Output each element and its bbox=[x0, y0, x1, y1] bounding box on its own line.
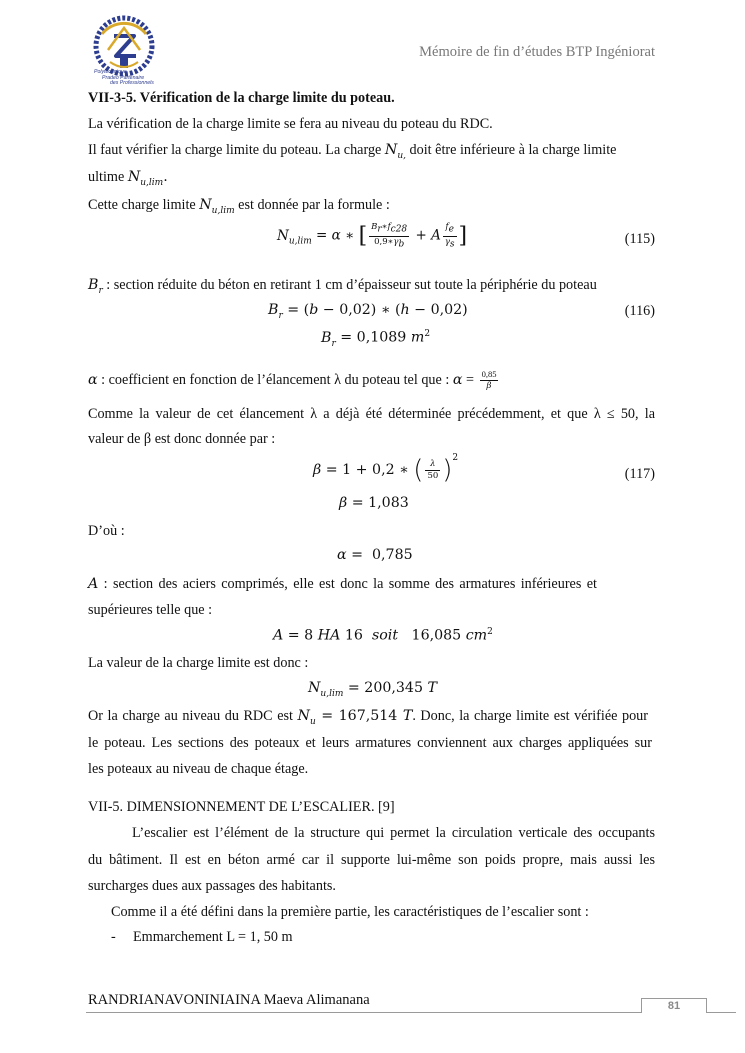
math-nulim: $N_{u,lim}$ bbox=[199, 197, 235, 216]
paragraph-8: Comme il a été défini dans la première partie, les caractéristiques de l’escalier sont : bbox=[111, 904, 589, 920]
footer-author: RANDRIANAVONINIAINA Maeva Alimanana bbox=[88, 992, 370, 1008]
equation-number-116: (116) bbox=[624, 303, 655, 319]
equation-number-115: (115) bbox=[624, 231, 655, 247]
bullet-dash: - bbox=[111, 929, 116, 945]
equation-117: β = 1 + 0,2 ∗ ( $\frac{\lambda}{50}$ )$^2$ bbox=[313, 453, 459, 485]
nu-value: 167,514 bbox=[338, 708, 398, 724]
section-2-title: VII-5. DIMENSIONNEMENT DE L’ESCALIER. [9] bbox=[88, 799, 395, 815]
paragraph-1: La vérification de la charge limite se fera au niveau du poteau du RDC. bbox=[88, 116, 493, 132]
text: . Donc, la charge limite est vérifiée pour bbox=[412, 708, 648, 724]
a-definition-line-2: supérieures telle que : bbox=[88, 602, 213, 618]
equation-br-value: $B_r = 0,1089$ $m^2$ bbox=[321, 329, 431, 349]
math-nu: $N_{u,}$ bbox=[384, 142, 406, 161]
header-logo bbox=[88, 14, 160, 86]
a-definition-line-1: A : section des aciers comprimés, elle est donc la somme des armatures inférieures et bbox=[88, 576, 597, 592]
math-nulim: $N_{u,lim}$ bbox=[127, 169, 164, 188]
paragraph-7-line-2: du bâtiment. Il est en béton armé car il supporte lui-même son poids propre, mais aussi les bbox=[88, 852, 655, 868]
footer-line bbox=[86, 1012, 736, 1013]
paragraph-4-line-2: valeur de β est donc donnée par : bbox=[88, 431, 276, 447]
paragraph-3 bbox=[88, 196, 390, 220]
paragraph-2-line-1 bbox=[88, 141, 616, 165]
text: : section réduite du béton en retirant 1 cm d’épaisseur sut toute la périphérie du poteau bbox=[102, 277, 597, 293]
a-bar-diameter: 16 bbox=[344, 627, 363, 644]
alpha-value: 0,785 bbox=[372, 547, 413, 563]
text: ultime bbox=[88, 169, 128, 185]
equation-116: $B_r = (b - 0,02)$ ∗ (h − 0,02) bbox=[268, 302, 468, 321]
br-definition: $B_r$ : section réduite du béton en retirant 1 cm d’épaisseur sut toute la périphérie du poteau bbox=[88, 277, 597, 296]
equation-a-value: A = 8 HA 16 soit 16,085 $cm^2$ bbox=[273, 627, 493, 644]
text: Il faut vérifier la charge limite du poteau. La charge bbox=[88, 142, 385, 158]
br-value: 0,1089 bbox=[356, 329, 407, 346]
text: Or la charge au niveau du RDC est bbox=[88, 708, 298, 724]
text: : section des aciers comprimés, elle est donc la somme des armatures inférieures et bbox=[98, 576, 597, 592]
text: : coefficient en fonction de l’élancement λ du poteau tel que : bbox=[97, 371, 453, 388]
paragraph-5: La valeur de la charge limite est donc : bbox=[88, 655, 309, 671]
paragraph-6-line-2: le poteau. Les sections des poteaux et leurs armatures conviennent aux charges appliquées sur bbox=[88, 735, 652, 751]
equation-115: $N_{u,lim} = \alpha$ ∗ [ $\frac{B_r∗f_{c28}}{0,9∗\gamma_b}$ + A $\frac{f_e}{\gamma_s}$ ] bbox=[277, 222, 468, 250]
text: doit être inférieure à la charge limite bbox=[405, 142, 617, 158]
running-title: Mémoire de fin d’études BTP Ingéniorat bbox=[419, 44, 655, 60]
text: est donnée par la formule : bbox=[234, 197, 390, 213]
paragraph-7-line-1: L’escalier est l’élément de la structure qui permet la circulation verticale des occupants bbox=[132, 825, 655, 841]
list-item-label: Emmarchement L = 1, 50 m bbox=[133, 929, 293, 945]
equation-alpha-value: α = 0,785 bbox=[337, 547, 413, 563]
equation-beta-value: β = 1,083 bbox=[339, 495, 409, 511]
text: Cette charge limite bbox=[88, 197, 200, 213]
section-title: VII-3-5. Vérification de la charge limite du poteau. bbox=[88, 90, 395, 106]
beta-value: 1,083 bbox=[368, 495, 409, 511]
equation-number-117: (117) bbox=[624, 466, 655, 482]
alpha-numerator: 0,85 bbox=[481, 369, 497, 379]
nulim-value: 200,345 bbox=[364, 680, 423, 696]
equation-nulim-value: $N_{u,lim} = 200,345$ T bbox=[308, 680, 437, 699]
alpha-definition: α : coefficient en fonction de l’élancement λ du poteau tel que : α = $\frac{0,85}{\beta}$ bbox=[88, 369, 497, 391]
paragraph-2-line-2: ultime $N_{u,lim}$. bbox=[88, 169, 168, 188]
dou-label: D’où : bbox=[88, 523, 125, 539]
a-bar-count: 8 bbox=[304, 627, 314, 644]
paragraph-6-line-3: les poteaux au niveau de chaque étage. bbox=[88, 761, 309, 777]
logo-line-3: des Professionnels bbox=[110, 80, 154, 87]
a-section-value: 16,085 bbox=[411, 627, 462, 644]
paragraph-4-line-1: Comme la valeur de cet élancement λ a déjà été déterminée précédemment, et que λ ≤ 50, la bbox=[88, 406, 655, 422]
list-item bbox=[111, 928, 293, 946]
page-number: 81 bbox=[667, 1000, 681, 1012]
paragraph-7-line-3: surcharges dues aux passages des habitants. bbox=[88, 878, 336, 894]
paragraph-6-line-1: Or la charge au niveau du RDC est $N_u = 167,514$ T. Donc, la charge limite est vérifiée pour bbox=[88, 708, 648, 727]
logo-line-1: Polytechnique bbox=[94, 69, 127, 75]
logo-line-2: Pradeo Partenaire bbox=[102, 74, 145, 81]
